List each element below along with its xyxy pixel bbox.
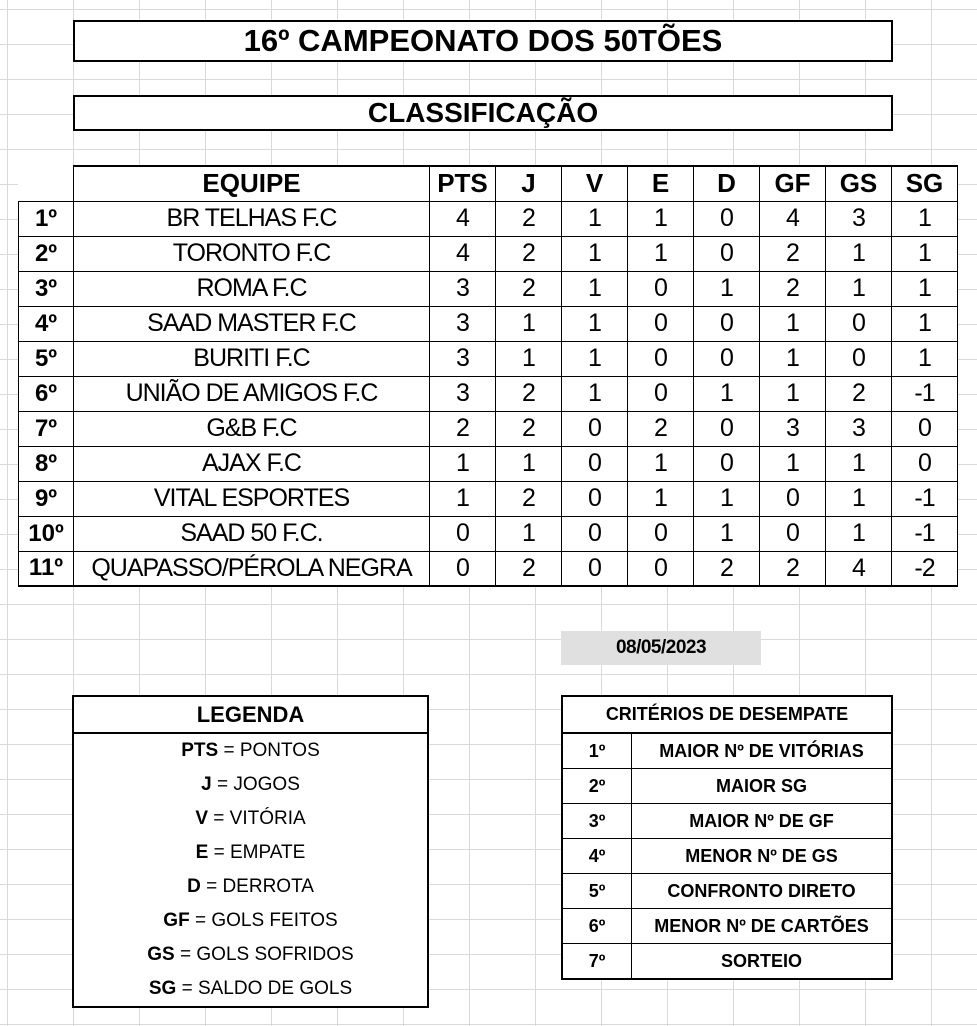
position-cell: 10º bbox=[19, 516, 74, 551]
j-cell: 2 bbox=[496, 236, 562, 271]
d-cell: 0 bbox=[694, 306, 760, 341]
table-row bbox=[19, 236, 958, 271]
pts-cell: 3 bbox=[430, 306, 496, 341]
section-title: CLASSIFICAÇÃO bbox=[73, 95, 893, 131]
team-name-cell: AJAX F.C bbox=[74, 446, 430, 481]
legend-item-cell bbox=[73, 972, 428, 1007]
page-title: 16º CAMPEONATO DOS 50TÕES bbox=[73, 20, 893, 62]
gs-cell: 0 bbox=[826, 341, 892, 376]
legend-abbr: GF bbox=[163, 910, 190, 931]
sg-cell: 0 bbox=[892, 411, 958, 446]
table-row bbox=[19, 551, 958, 586]
criteria-text: MENOR Nº DE GS bbox=[632, 839, 893, 874]
header-gs: GS bbox=[826, 166, 892, 201]
legend-description: = DERROTA bbox=[200, 876, 314, 897]
header-sg: SG bbox=[892, 166, 958, 201]
team-name-cell: TORONTO F.C bbox=[74, 236, 430, 271]
gf-cell: 4 bbox=[760, 201, 826, 236]
gf-cell: 2 bbox=[760, 236, 826, 271]
j-cell: 2 bbox=[496, 411, 562, 446]
pts-cell: 4 bbox=[430, 201, 496, 236]
table-row bbox=[19, 446, 958, 481]
legend-item bbox=[73, 836, 428, 870]
v-cell: 1 bbox=[562, 271, 628, 306]
gs-cell: 3 bbox=[826, 411, 892, 446]
legend-description: = GOLS FEITOS bbox=[189, 910, 338, 931]
e-cell: 1 bbox=[628, 236, 694, 271]
j-cell: 1 bbox=[496, 446, 562, 481]
criteria-item bbox=[562, 733, 892, 769]
position-cell: 2º bbox=[19, 236, 74, 271]
j-cell: 1 bbox=[496, 306, 562, 341]
legend-table bbox=[72, 695, 429, 1008]
e-cell: 1 bbox=[628, 201, 694, 236]
criteria-text: SORTEIO bbox=[632, 944, 893, 980]
v-cell: 1 bbox=[562, 201, 628, 236]
sg-cell: 0 bbox=[892, 446, 958, 481]
header-blank-cell bbox=[19, 166, 74, 201]
legend-item-cell bbox=[73, 836, 428, 870]
criteria-order: 3º bbox=[562, 804, 632, 839]
gf-cell: 1 bbox=[760, 306, 826, 341]
sg-cell: 1 bbox=[892, 341, 958, 376]
j-cell: 1 bbox=[496, 516, 562, 551]
position-cell: 5º bbox=[19, 341, 74, 376]
gf-cell: 2 bbox=[760, 271, 826, 306]
legend-item-cell bbox=[73, 768, 428, 802]
team-name-cell: G&B F.C bbox=[74, 411, 430, 446]
gs-cell: 1 bbox=[826, 271, 892, 306]
date-cell: 08/05/2023 bbox=[561, 631, 761, 665]
team-name-cell: VITAL ESPORTES bbox=[74, 481, 430, 516]
position-cell: 4º bbox=[19, 306, 74, 341]
criteria-text: MAIOR Nº DE VITÓRIAS bbox=[632, 733, 893, 769]
legend-abbr: V bbox=[195, 808, 208, 829]
gf-cell: 2 bbox=[760, 551, 826, 586]
e-cell: 0 bbox=[628, 551, 694, 586]
pts-cell: 0 bbox=[430, 551, 496, 586]
legend-item bbox=[73, 938, 428, 972]
sg-cell: 1 bbox=[892, 271, 958, 306]
table-row bbox=[19, 411, 958, 446]
legend-description: = EMPATE bbox=[208, 842, 306, 863]
legend-item-cell bbox=[73, 904, 428, 938]
tiebreak-criteria-table bbox=[561, 695, 893, 980]
pts-cell: 3 bbox=[430, 376, 496, 411]
e-cell: 1 bbox=[628, 481, 694, 516]
e-cell: 0 bbox=[628, 376, 694, 411]
legend-item bbox=[73, 972, 428, 1007]
position-cell: 11º bbox=[19, 551, 74, 586]
position-cell: 7º bbox=[19, 411, 74, 446]
gs-cell: 3 bbox=[826, 201, 892, 236]
legend-abbr: SG bbox=[148, 978, 177, 999]
gf-cell: 3 bbox=[760, 411, 826, 446]
legend-item bbox=[73, 904, 428, 938]
header-j: J bbox=[496, 166, 562, 201]
legend-description: = SALDO DE GOLS bbox=[176, 978, 353, 999]
standings-header-row bbox=[19, 166, 958, 201]
j-cell: 2 bbox=[496, 271, 562, 306]
team-name-cell: ROMA F.C bbox=[74, 271, 430, 306]
criteria-text: MENOR Nº DE CARTÕES bbox=[632, 909, 893, 944]
e-cell: 1 bbox=[628, 446, 694, 481]
team-name-cell: BR TELHAS F.C bbox=[74, 201, 430, 236]
legend-description: = VITÓRIA bbox=[208, 808, 306, 829]
criteria-order: 2º bbox=[562, 769, 632, 804]
d-cell: 0 bbox=[694, 341, 760, 376]
j-cell: 2 bbox=[496, 201, 562, 236]
v-cell: 1 bbox=[562, 341, 628, 376]
table-row bbox=[19, 306, 958, 341]
criteria-text: MAIOR SG bbox=[632, 769, 893, 804]
table-row bbox=[19, 376, 958, 411]
legend-abbr: J bbox=[201, 774, 212, 795]
gs-cell: 2 bbox=[826, 376, 892, 411]
position-cell: 9º bbox=[19, 481, 74, 516]
sg-cell: 1 bbox=[892, 201, 958, 236]
header-equipe: EQUIPE bbox=[74, 166, 430, 201]
criteria-item bbox=[562, 874, 892, 909]
table-row bbox=[19, 516, 958, 551]
table-row bbox=[19, 271, 958, 306]
v-cell: 0 bbox=[562, 516, 628, 551]
position-cell: 1º bbox=[19, 201, 74, 236]
v-cell: 0 bbox=[562, 481, 628, 516]
d-cell: 0 bbox=[694, 201, 760, 236]
legend-description: = PONTOS bbox=[218, 740, 320, 761]
j-cell: 1 bbox=[496, 341, 562, 376]
pts-cell: 3 bbox=[430, 271, 496, 306]
gs-cell: 1 bbox=[826, 481, 892, 516]
legend-item-cell bbox=[73, 870, 428, 904]
header-pts: PTS bbox=[430, 166, 496, 201]
j-cell: 2 bbox=[496, 376, 562, 411]
j-cell: 2 bbox=[496, 551, 562, 586]
pts-cell: 0 bbox=[430, 516, 496, 551]
d-cell: 0 bbox=[694, 236, 760, 271]
pts-cell: 4 bbox=[430, 236, 496, 271]
d-cell: 0 bbox=[694, 446, 760, 481]
pts-cell: 1 bbox=[430, 481, 496, 516]
criteria-body bbox=[562, 733, 892, 979]
gs-cell: 1 bbox=[826, 516, 892, 551]
gf-cell: 1 bbox=[760, 341, 826, 376]
team-name-cell: BURITI F.C bbox=[74, 341, 430, 376]
criteria-item bbox=[562, 909, 892, 944]
legend-item-cell bbox=[73, 938, 428, 972]
legend-item bbox=[73, 768, 428, 802]
gf-cell: 1 bbox=[760, 446, 826, 481]
table-row bbox=[19, 481, 958, 516]
legend-item bbox=[73, 733, 428, 768]
legend-item-cell bbox=[73, 733, 428, 768]
j-cell: 2 bbox=[496, 481, 562, 516]
legend-abbr: E bbox=[195, 842, 209, 863]
pts-cell: 3 bbox=[430, 341, 496, 376]
criteria-item bbox=[562, 839, 892, 874]
header-v: V bbox=[562, 166, 628, 201]
e-cell: 0 bbox=[628, 516, 694, 551]
e-cell: 0 bbox=[628, 341, 694, 376]
sg-cell: -2 bbox=[892, 551, 958, 586]
legend-abbr: GS bbox=[147, 944, 175, 965]
sg-cell: 1 bbox=[892, 306, 958, 341]
v-cell: 0 bbox=[562, 411, 628, 446]
legend-item bbox=[73, 802, 428, 836]
gs-cell: 1 bbox=[826, 236, 892, 271]
criteria-order: 7º bbox=[562, 944, 632, 980]
criteria-order: 6º bbox=[562, 909, 632, 944]
d-cell: 0 bbox=[694, 411, 760, 446]
standings-table bbox=[18, 165, 958, 587]
legend-abbr: D bbox=[187, 876, 201, 897]
criteria-title: CRITÉRIOS DE DESEMPATE bbox=[562, 696, 892, 733]
e-cell: 0 bbox=[628, 306, 694, 341]
sg-cell: -1 bbox=[892, 481, 958, 516]
criteria-order: 4º bbox=[562, 839, 632, 874]
e-cell: 2 bbox=[628, 411, 694, 446]
d-cell: 1 bbox=[694, 271, 760, 306]
v-cell: 0 bbox=[562, 551, 628, 586]
position-cell: 6º bbox=[19, 376, 74, 411]
sg-cell: -1 bbox=[892, 516, 958, 551]
v-cell: 1 bbox=[562, 376, 628, 411]
d-cell: 1 bbox=[694, 376, 760, 411]
legend-description: = JOGOS bbox=[211, 774, 300, 795]
pts-cell: 2 bbox=[430, 411, 496, 446]
header-e: E bbox=[628, 166, 694, 201]
criteria-text: CONFRONTO DIRETO bbox=[632, 874, 893, 909]
sg-cell: 1 bbox=[892, 236, 958, 271]
team-name-cell: QUAPASSO/PÉROLA NEGRA bbox=[74, 551, 430, 586]
criteria-item bbox=[562, 944, 892, 980]
gs-cell: 0 bbox=[826, 306, 892, 341]
gf-cell: 0 bbox=[760, 516, 826, 551]
gf-cell: 1 bbox=[760, 376, 826, 411]
legend-description: = GOLS SOFRIDOS bbox=[174, 944, 354, 965]
team-name-cell: SAAD 50 F.C. bbox=[74, 516, 430, 551]
position-cell: 8º bbox=[19, 446, 74, 481]
e-cell: 0 bbox=[628, 271, 694, 306]
team-name-cell: SAAD MASTER F.C bbox=[74, 306, 430, 341]
gs-cell: 4 bbox=[826, 551, 892, 586]
sg-cell: -1 bbox=[892, 376, 958, 411]
criteria-item bbox=[562, 804, 892, 839]
header-d: D bbox=[694, 166, 760, 201]
d-cell: 1 bbox=[694, 516, 760, 551]
team-name-cell: UNIÃO DE AMIGOS F.C bbox=[74, 376, 430, 411]
table-row bbox=[19, 201, 958, 236]
gs-cell: 1 bbox=[826, 446, 892, 481]
table-row bbox=[19, 341, 958, 376]
criteria-order: 1º bbox=[562, 733, 632, 769]
v-cell: 0 bbox=[562, 446, 628, 481]
criteria-item bbox=[562, 769, 892, 804]
position-cell: 3º bbox=[19, 271, 74, 306]
criteria-text: MAIOR Nº DE GF bbox=[632, 804, 893, 839]
pts-cell: 1 bbox=[430, 446, 496, 481]
legend-body bbox=[73, 733, 428, 1007]
gf-cell: 0 bbox=[760, 481, 826, 516]
d-cell: 2 bbox=[694, 551, 760, 586]
legend-abbr: PTS bbox=[181, 740, 219, 761]
criteria-order: 5º bbox=[562, 874, 632, 909]
v-cell: 1 bbox=[562, 236, 628, 271]
d-cell: 1 bbox=[694, 481, 760, 516]
standings-body bbox=[19, 201, 958, 586]
legend-item-cell bbox=[73, 802, 428, 836]
legend-item bbox=[73, 870, 428, 904]
legend-title: LEGENDA bbox=[73, 696, 428, 733]
v-cell: 1 bbox=[562, 306, 628, 341]
header-gf: GF bbox=[760, 166, 826, 201]
